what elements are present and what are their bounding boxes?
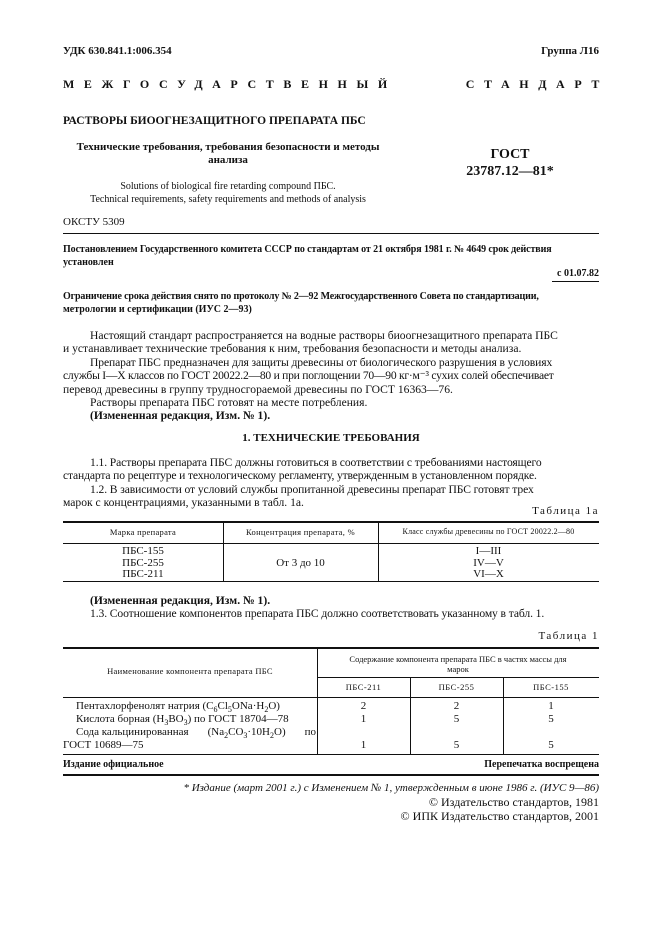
section-line: марок с концентрациями, указанными в табл. 1а.	[63, 496, 304, 510]
amendment-note: (Измененная редакция, Изм. № 1).	[90, 409, 271, 423]
english-title	[63, 180, 393, 206]
subtitle-line: Технические требования, требования безопасности и методы	[76, 141, 380, 153]
table-cell: IV—V	[473, 556, 504, 569]
header-line: Содержание компонента препарата ПБС в частях массы для	[349, 654, 567, 664]
table-1a-bottom-rule	[63, 581, 599, 582]
component-gost: ГОСТ 10689—75	[63, 739, 144, 751]
component-gost: по	[304, 726, 316, 738]
header-line: марок	[447, 664, 469, 674]
table-row: Пентахлорфенолят натрия $(C_6Cl_5ONa\cdot H_2O)$	[76, 700, 280, 715]
table-1-col-pbs155: ПБС-155	[533, 682, 569, 692]
document-subtitle	[63, 141, 393, 167]
table-1-header-rule	[63, 697, 599, 698]
table-1-caption: Таблица 1	[538, 630, 599, 642]
table-1a-marks	[63, 546, 223, 581]
limit-line: метрологии и сертификации (ИУС 2—93)	[63, 304, 252, 315]
gost-label: ГОСТ	[490, 147, 530, 162]
table-1a-top-rule	[63, 521, 599, 523]
table-1-top-rule	[63, 647, 599, 649]
table-cell: VI—X	[473, 568, 504, 580]
table-cell: ПБС-155	[122, 545, 164, 557]
limit-line: Ограничение срока действия снято по протоколу № 2—92 Межгосударственного Совета по стандартизации,	[63, 291, 539, 302]
component-name: Сода кальцинированная	[76, 726, 189, 738]
copyright-1981: © Издательство стандартов, 1981	[428, 795, 599, 809]
intro-line: и устанавливает технические требования к ним, требования безопасности и методы анализа.	[63, 342, 522, 356]
table-1-subheader-rule	[317, 677, 599, 678]
banner-standard: СТАНДАРТ	[465, 77, 609, 91]
component-formula: $(Na_2CO_3\cdot 10H_2O)$	[207, 726, 286, 741]
english-title-line: Solutions of biological fire retarding compound ПБС.	[120, 181, 336, 192]
effective-date: с 01.07.82	[557, 268, 599, 279]
amendment-note: (Измененная редакция, Изм. № 1).	[90, 594, 271, 607]
table-cell: 5	[453, 739, 460, 751]
table-cell: 2	[453, 700, 460, 712]
table-cell: 1	[360, 739, 367, 751]
table-cell: I—III	[475, 545, 502, 557]
group-code: Группа Л16	[541, 45, 599, 57]
table-cell: ПБС-211	[122, 568, 164, 580]
section-heading: 1. ТЕХНИЧЕСКИЕ ТРЕБОВАНИЯ	[242, 432, 420, 444]
table-1a-header-concentration: Концентрация препарата, %	[245, 527, 355, 537]
component-gost: по ГОСТ 18704—78	[194, 713, 289, 725]
edition-note: * Издание (март 2001 г.) с Изменением № 1, утвержденным в июне 1986 г. (ИУС 9—86)	[183, 782, 599, 794]
table-1-header-component: Наименование компонента препарата ПБС	[107, 666, 273, 676]
section-line: 1.2. В зависимости от условий службы пропитанной древесины препарат ПБС готовят трех	[90, 482, 534, 496]
banner-interstate: МЕЖГОСУДАРСТВЕННЫЙ	[63, 77, 397, 91]
intro-line: Препарат ПБС предназначен для защиты древесины от биологического разрушения в условиях	[90, 355, 553, 369]
table-cell: 5	[548, 713, 554, 725]
section-line: стандарта по рецептуре и технологическому регламенту, утвержденным в установленном порядке.	[63, 469, 537, 483]
table-1a-header-class: Класс службы древесины по ГОСТ 20022.2—80	[402, 527, 575, 536]
decree-line: Постановлением Государственного комитета СССР по стандартам от 21 октября 1981 г. № 4649 срок действия	[63, 244, 552, 255]
english-title-line: Technical requirements, safety requirements and methods of analysis	[90, 194, 366, 205]
component-name: Пентахлорфенолят натрия	[76, 700, 200, 712]
table-cell: 2	[360, 700, 367, 712]
table-1a-concentration: От 3 до 10	[276, 557, 325, 569]
table-1-header-content	[317, 654, 599, 674]
table-cell: 5	[453, 713, 460, 725]
official-edition: Издание официальное	[63, 759, 164, 770]
table-1a-col-divider	[223, 521, 224, 581]
component-name: Кислота борная	[76, 713, 150, 725]
table-cell: 1	[360, 713, 367, 725]
intro-line: Растворы препарата ПБС готовят на месте потребления.	[90, 396, 368, 410]
date-underline	[552, 281, 599, 282]
table-1a-header-mark: Марка препарата	[109, 527, 177, 537]
table-1-col-pbs211: ПБС-211	[345, 682, 382, 692]
subtitle-line: анализа	[208, 154, 248, 166]
table-1a-caption: Таблица 1а	[532, 505, 599, 517]
intro-block	[63, 329, 599, 423]
section1-text	[63, 456, 599, 510]
okstu-code: ОКСТУ 5309	[63, 216, 125, 228]
table-cell: 1	[548, 700, 554, 712]
table-cell: ПБС-255	[122, 556, 164, 569]
intro-line: перевод древесины в группу трудносгораемой древесины по ГОСТ 16363—76.	[63, 382, 453, 396]
gost-number: 23787.12—81*	[466, 164, 554, 179]
divider	[63, 233, 599, 234]
table-cell: 5	[548, 739, 554, 751]
table-1-bottom-rule	[63, 754, 599, 755]
table-row: Кислота борная $(H_3BO_3)$ по ГОСТ 18704—78	[76, 713, 289, 728]
table-1-col-pbs255: ПБС-255	[438, 682, 475, 692]
document-title: РАСТВОРЫ БИООГНЕЗАЩИТНОГО ПРЕПАРАТА ПБС	[63, 115, 366, 127]
table-1a-header-rule	[63, 543, 599, 544]
limit-removal-text	[63, 290, 599, 316]
decree-line: установлен	[63, 257, 114, 268]
udk-code: УДК 630.841.1:006.354	[63, 45, 172, 57]
intro-line: службы I—X классов по ГОСТ 20022.2—80 и при поглощении 70—90 кг·м⁻³ сухих солей обеспечивает	[63, 369, 554, 383]
intro-line: Настоящий стандарт распространяется на водные растворы биоогнезащитного препарата ПБС	[90, 329, 558, 342]
copyright-2001: © ИПК Издательство стандартов, 2001	[400, 809, 599, 823]
gost-designation	[455, 146, 565, 180]
reprint-prohibited: Перепечатка воспрещена	[484, 759, 599, 770]
section-line: 1.1. Растворы препарата ПБС должны готовиться в соответствии с требованиями настоящего	[90, 456, 542, 469]
decree-text	[63, 243, 599, 269]
table-1a-classes	[378, 546, 599, 581]
footer-rule	[63, 774, 599, 776]
section-line: 1.3. Соотношение компонентов препарата ПБС должно соответствовать указанному в табл. 1.	[90, 607, 545, 620]
